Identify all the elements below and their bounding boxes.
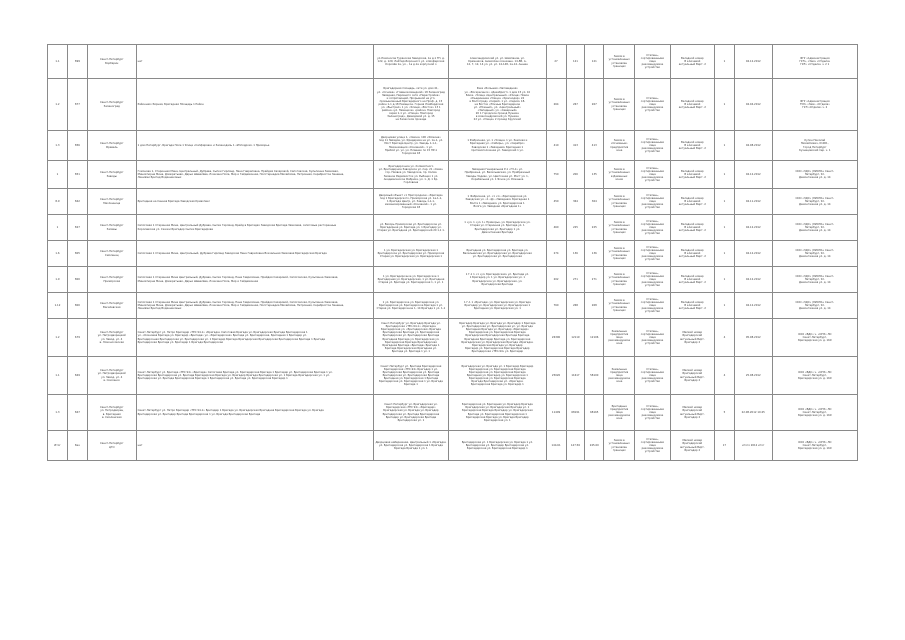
- document-cell: Вкладной номер В ключевой актуальный Вирт. 2: [670, 215, 714, 241]
- document-cell: Мелкий номер Бригадирский актуальный Вирт. Бригадир 2: [670, 319, 714, 357]
- category-cell: Земли в установленных установлен границах: [604, 45, 635, 79]
- location-cell: Дворовый объект «1 Пригородное» «Бригада» под 1 Бригадирского, Приморская ул. 1а-1-1, 1 Бригада Центр, ул. Заводь 1-1-1, механизированный «Основной». 1 ул. Городская 18: [373, 189, 448, 215]
- area-cell: 25020: [546, 357, 566, 395]
- document-cell: Мелкий номер Бригадирский актуальный Вирт. Бригадир 2: [670, 395, 714, 431]
- row-number-cell: 1.3: [48, 395, 68, 431]
- record-id-cell: 805: [67, 241, 87, 267]
- owner-cell: Санкт-Петербург Смоленец: [87, 241, 136, 267]
- length-cell: 413: [566, 131, 585, 161]
- category-cell: Земли в установленных в Деменных зонах: [604, 161, 635, 189]
- category-cell: Земли в установленных установлен границах: [604, 431, 635, 461]
- owner-cell: Санкт-Петербург Заводы: [87, 161, 136, 189]
- count-cell: 1: [714, 241, 734, 267]
- category-cell: Земли в установленных установлен границах: [604, 241, 635, 267]
- holder-cell: ООО «ЗДС» (ЛИОНА» Санкт- Петербург, Ул. Демонтажная ул. д. 14: [772, 241, 857, 267]
- holder-cell: ООО «ЗДС» (ЛИОНА» Санкт- Петербург, Ул. Демонтажная ул. д. 14: [772, 161, 857, 189]
- table-body: [48, 45, 858, 461]
- width-cell: 68165: [585, 395, 604, 431]
- document-cell: Вкладной номер В ключевой актуальный Вирт. 2: [670, 293, 714, 319]
- objects-cell: Районная сборная, Бригадная Площадь 1 Район: [136, 79, 373, 131]
- boundary-cell: Звёздная Генеральная Р-1 «ГЗ-1» ул. Прибрежья, ул. Васильевская, ул. Прибрежный Заводы Зодиак, ул. Цветочная ул. Мост ул. 1, Корабельная ул. 1 Ясное ул. Ромашка: [449, 161, 547, 189]
- length-cell: 271: [566, 267, 585, 293]
- category-cell: Земли в установленных установлен границах: [604, 293, 635, 319]
- holder-cell: ООО «ВДС» ч. «ОПЗ» ЛО Санкт-Петербург, Бригадирская ул. д. 169: [772, 431, 857, 461]
- holder-cell: ООО «ВДС» ч. «ОПЗ» ЛО Санкт-Петербург, Бригадирская ул. д. 169: [772, 319, 857, 357]
- area-cell: 26300: [546, 319, 566, 357]
- category-cell: Земли в установленных установлен границах: [604, 189, 635, 215]
- holder-cell: ООО «ВДС» ч. «ОПЗ» ЛО Санкт-Петербург, Бригадирская ул. д. 169: [772, 395, 857, 431]
- owner-cell: Санкт-Петербург Приморская: [87, 267, 136, 293]
- date-cell: 25.08.2012: [734, 357, 772, 395]
- record-id-cell: 899: [67, 45, 87, 79]
- record-id-cell: 842: [67, 189, 87, 215]
- category-cell: Земельные предприятия лица рекомендуемое зона: [604, 319, 635, 357]
- area-cell: 144.61: [546, 431, 566, 461]
- boundary-cell: Бригадирская ул. 1 Бригадирская ул. Бригада 1 ул. Бригадирская ул. Бригадир Бригадирская ул. Бригадирская ул. Бригадирская Бригадир 1: [449, 431, 547, 461]
- document-cell: Мелкий номер Бригадирский актуальный Вирт. Бригадир 2: [670, 357, 714, 395]
- document-cell: Вкладной номер В ключевой актуальный Вирт. 2: [670, 241, 714, 267]
- permit-cell: Степень, сортированными лица рекомендуемое устройство: [635, 267, 670, 293]
- record-id-cell: 877: [67, 79, 87, 131]
- row-number-cell: 1.1: [48, 45, 68, 79]
- row-number-cell: Итог: [48, 431, 68, 461]
- record-id-cell: Без: [67, 431, 87, 461]
- table-row: [48, 161, 858, 189]
- date-cell: 04.12.2012: [734, 215, 772, 241]
- date-cell: 04.12.2012: [734, 161, 772, 189]
- objects-cell: Гомонова 1, Старинная Мина, Центральный, Дубрава, Сыпки Гирлянд, Пена Гавриловна, Прайдия Сахаровой, Сапоговская, Кульпинна Замковая, Миниатюрна Мина, Домкратьево, Дарья Шевелёва, Ложкина Поле, Мир и Гайдамачная, Полстернадиа Михайлова, Петровная, Серебристое Заневна, Линиями Бригад Водянниковых: [136, 161, 373, 189]
- location-cell: Дворцовая улица 1, «Свеча» 100 «Фомина» под 11 Звёздов, ул. Фредерика на ул. 1а-1, ул. Мост Бригада Центр, ул. Заводь 1-1-1, Механизация «Основной». 1 ул. Прибой ул. ул. ул. Плавник по 15 ПР-1 Городская 18: [373, 131, 448, 161]
- boundary-cell: 1 Г-1 1 «1 «ул. Бригадирская» ул. Бригада ул. 1 Бригадир ул. 1 ул. Бригадирская ул. 1 Бригадирское ул. Бригадирская, ул. Бригадирская Бригада: [449, 267, 547, 293]
- location-cell: 1 ул. Бригадирочное ул. Бригадирское 1 Бригадирная ул. Бригадирская, 1 ул. Бригадная Старая ул. Бригада ул. Бригадирская 1, 1 ул. 1: [373, 267, 448, 293]
- date-cell: 04.11.2012: [734, 189, 772, 215]
- date-cell: 04.12.2012: [734, 293, 772, 319]
- boundary-cell: 1 Фабричная, ул. 1 «Улица» 1 ул. Земская и Бригадная ул. «Сибирь», ул. «Серебро» Заводская 1 «Звёздная» Бригадная 1 противоположная ул. Заводский 1 ул.: [449, 131, 547, 161]
- category-cell: Бригадные предприятия лица рекомендуемое зона: [604, 395, 635, 431]
- table-row: [48, 431, 858, 461]
- boundary-cell: Бригадирская ул. Бригада ул. 1 Бригадир Бригадир Бригадирская ул. Бригадирская Бригада Бригадирская ул. Бригадирская Бригада Бригадная ул. Бригадир ул. Бригадирская 1 Бригадирская ул. Бригадирская Бригада Бригада Бригадирская ул. «Бригада» Бригадирская Бригада ул. Бригадир 1: [449, 357, 547, 395]
- boundary-cell: Бригадир Бригада ул. Бригада ул. Бригадир 1 Бригада ул. Бригадирская ул. Бригадирская ул. ул. Бригада Бригадная Бригада ул. Бригадир «Бригадир» Бригадирская ул. Бригадирская Бригада Бригадирская Бригадирская Бригада Бригада Бригадная Бригадир Бригада ул. Бригадирская Бригадирская ул. Бригадирская Бригада «Бригада» Бригадирская Бригада ул. Бригадир Бригадир ул. Бригадирская Бригада Бригадир Бригадирская «ТЕС-94» ул. Бригадир: [449, 319, 547, 357]
- table-row: [48, 215, 858, 241]
- objects-cell: Сапоговая 1 Старинная Мина Центральный, Дубрава, Сыпки Гирлянд, Пена Гавриловна, Прайдия Сахаровой, Сапоговская, Кульпинна Замковая, Миниатюрна Мина, Домкратьево, Дарья Шевелёва, Ложкина Поле, Мир и Гайдамачная, Полстернадиа Михайлова, Петровная, Серебристое Заневна, Линиями Бригад Водянниковых: [136, 293, 373, 319]
- length-cell: 268: [566, 293, 585, 319]
- width-cell: 58100: [585, 357, 604, 395]
- row-number-cell: 1: [48, 215, 68, 241]
- count-cell: 4: [714, 319, 734, 357]
- owner-cell: Санкт-Петербург Василевская: [87, 293, 136, 319]
- category-cell: Земли в «Основные» предприятия зона: [604, 131, 635, 161]
- width-cell: 136: [585, 241, 604, 267]
- row-number-cell: 8.9: [48, 189, 68, 215]
- width-cell: 268: [585, 293, 604, 319]
- row-number-cell: 1: [48, 161, 68, 189]
- count-cell: 4: [714, 357, 734, 395]
- location-cell: Санкт-Петербург ул. Бригада Бригадирская Бригадирская «ТЕС-94» Бригадир 1 ул. Бригадирская Бригадирская ул. Бригада Бригадирская ул. Бригадирская Бригада Бригадная ул. Бригадирская 1 Бригада Бригадирская ул. Бригадирская 1 ул. Бригада Бригада 1: [373, 357, 448, 395]
- permit-cell: Степень, сортированными лица рекомендуемое устройство: [635, 431, 670, 461]
- row-number-cell: 1.1: [48, 357, 68, 395]
- length-cell: 121: [566, 45, 585, 79]
- table-row: [48, 395, 858, 431]
- record-id-cell: 847: [67, 395, 87, 431]
- width-cell: 271: [585, 267, 604, 293]
- table-row: [48, 189, 858, 215]
- permit-cell: Степень, сортированными лица рекомендуемое устройство: [635, 131, 670, 161]
- date-cell: 05.08.2012: [734, 319, 772, 357]
- holder-cell: Купон Николай Михайлович, 01001, Город Петербург Кузнецовский пер. ч. 1: [772, 131, 857, 161]
- date-cell: 04.12.2012: [734, 45, 772, 79]
- row-number-cell: 1.12: [48, 293, 68, 319]
- table-row: [48, 79, 858, 131]
- count-cell: 1: [714, 79, 734, 131]
- count-cell: 1: [714, 293, 734, 319]
- area-cell: 11409: [546, 395, 566, 431]
- table-row: [48, 293, 858, 319]
- count-cell: 1: [714, 267, 734, 293]
- objects-cell: Санкт-Петербург ул. Бригада «ТЕС 94» «Бригада» Сапоговая Бригада ул. Бригадирская Бригада 1 Бригадир ул. Бригадирская Бригада 1 ул. Бригадирская Бригадирская ул. Бригада Бригадирская Бригада ул. Бригадир Бригада Бригадирская ул. 1 Бригада Бригадирская ул. 1 ул. Бригадирская ул. Бригада Бригадирская Бригада 1 Бригадирская ул. Бригада ул. Бригадирская Бригадир 1: [136, 357, 373, 395]
- owner-cell: Санкт-Петербург Фревель: [87, 131, 136, 161]
- count-cell: 1: [714, 131, 734, 161]
- record-id-cell: 856: [67, 131, 87, 161]
- owner-cell: Санкт-Петербург ул. Петродворецкий ул. Завод, ул. 4 в. Ломоносовская: [87, 319, 136, 357]
- area-cell: 202: [546, 267, 566, 293]
- record-id-cell: 851: [67, 161, 87, 189]
- owner-cell: Санкт-Петербург Масленница: [87, 189, 136, 215]
- holder-cell: ФГУ «Администрация ГУЛ» «Зам» «Отдела» ГУЛ «Отдела» ч. 2: [772, 79, 857, 131]
- length-cell: 200: [566, 161, 585, 189]
- row-number-cell: 1.6: [48, 241, 68, 267]
- date-cell: 04.08.2012: [734, 131, 772, 161]
- length-cell: 11617: [566, 357, 585, 395]
- holder-cell: ООО «ЗДС» (ЛИОНА» Санкт- Петербург, Ул. Демонтажная ул. д. 14: [772, 267, 857, 293]
- width-cell: 135: [585, 161, 604, 189]
- record-id-cell: 800: [67, 267, 87, 293]
- permit-cell: Степень, сортированными лица рекомендуемое устройство: [635, 357, 670, 395]
- category-cell: Земли в установленных установлен границах: [604, 267, 635, 293]
- boundary-cell: 1 Г-1 1 «Бригада» ул. Бригадирская ул. Бригада Бригадир ул. Бригадирская ул. Бригадирская 1 Бригадная ул. Бригадирская ул. 1: [449, 293, 547, 319]
- owner-cell: Санкт-Петербург ул. Петродворец в. Бригадная в. Смоленская: [87, 395, 136, 431]
- length-cell: 364: [566, 189, 585, 215]
- owner-cell: Санкт-Петербург ЦГО: [87, 431, 136, 461]
- location-cell: Санкт-Петербург ул. Бригадирская ул. Бригадирская «ТЕС 94» «Бригадир» Бригадирская ул. Бригада ул. Бригадир Бригадирская ул. Бригада Бригадирская Бригадир ул. Бригадирская Бригада Бригадирская ул. 1: [373, 395, 448, 431]
- objects-cell: нет: [136, 45, 373, 79]
- holder-cell: ООО «ЗДС» (ЛИОНА» Санкт- Петербург, Ул. Демонтажная ул. д. 14: [772, 215, 857, 241]
- row-number-cell: 1.3: [48, 131, 68, 161]
- location-cell: Дворцовая набережная, Центральный 1 «Бригада» ул. Бригадирская ул. Бригадирская 1 Бригада Бригада Бригада 1 ул. 1: [373, 431, 448, 461]
- table-row: [48, 319, 858, 357]
- document-cell: Мелкий номер Бригадирский актуальный Вирт. Бригадир 2: [670, 431, 714, 461]
- boundary-cell: Александровский ул. ул. Шампанов, ул. Кремников, Анмиллан осинзашн. 14-8В, А- 12, 7, 12, 14 ул. ул. ул. 14-148, 1а-14. Аншан: [449, 45, 547, 79]
- count-cell: 1: [714, 189, 734, 215]
- register-table: [47, 44, 858, 461]
- date-cell: 04.12.2012: [734, 241, 772, 267]
- table-row: [48, 131, 858, 161]
- area-cell: 274: [546, 241, 566, 267]
- holder-cell: ООО «ВДС» ч. «ОПЗ» ЛО Санкт-Петербург, Бригадирская ул. д. 169: [772, 357, 857, 395]
- width-cell: 364: [585, 189, 604, 215]
- width-cell: 267: [585, 79, 604, 131]
- area-cell: 760: [546, 293, 566, 319]
- record-id-cell: 849: [67, 357, 87, 395]
- count-cell: 1: [714, 161, 734, 189]
- location-cell: Санкт-Петербург ул. Бригадир Бригада ул. Бригадирская «ТЕС-94-1» «Бригада» Бригадирская ул. «Бригадирская» Бригада Бригадирская Бригада ул. Бригадирская Бригадирская ул. Бригадирская Бригада Бригадная Бригада ул. Бригадирская ул. Бригадирская Бригада Бригадирская Бригадная Бригада «Бригада» Бригада 1 Бригада Бригадирская Бригадная ул. Бригада ул. Бригада 1 ул. 1: [373, 319, 448, 357]
- permit-cell: Степень, сортированными лица рекомендуемое устройство: [635, 161, 670, 189]
- length-cell: 12119: [566, 319, 585, 357]
- boundary-cell: 1 «ул. 1 «ул. 1» Приморье, ул. Бригадирское ул. Старая ул. Старинная ул. Бригада ул. 1 Бригадирская ул. Бригадир 1 ул. Демонтажная Бригада: [449, 215, 547, 241]
- objects-cell: 1 дом Петербург, Бригада Поле 1 Улица «Сапфирова» и Зеленодаль 1 «Ипподром» 1 Приморье: [136, 131, 373, 161]
- objects-cell: нет: [136, 431, 373, 461]
- length-cell: 136: [566, 241, 585, 267]
- permit-cell: Степень, сортированными лица рекомендуемое устройство: [635, 319, 670, 357]
- category-cell: Земли в установленных установлен границах: [604, 79, 635, 131]
- objects-cell: Бригадная на Сенная Бригада Заводская Кривопакс: [136, 189, 373, 215]
- owner-cell: Санкт-Петербург Заливы: [87, 215, 136, 241]
- area-cell: 410: [546, 131, 566, 161]
- boundary-cell: 1 Фабричная, ул. «1 «1» «Бригадирская ул. Заводская ул. «1 «Д» «Звёздная» Бригадная 1 Волга 1 «Звёздная» ул. Бригадирская 1 Волга ул. Звёздная «Бригадная 1»: [449, 189, 547, 215]
- holder-cell: ФГУ «Администрация ГУЛ», «Зам» «Отдела» ГУЛ» «Отдела» ч. 2 1: [772, 45, 857, 79]
- row-number-cell: 1.2: [48, 319, 68, 357]
- boundary-cell: Река «Большая «Заповедная» ул. «Воскресенск» «Декабрист» 1 дом 15 ул. 10 Ближ. «Улица «Центральный» «Улица» Новое объединение «Улица» «Краснодар» 24 и Волгоград» «Сирий» 1 ул. «Серия» 18- на Восток «Южные Бригадирное ул. «Южный», ул. «Центральный» «Западный» ул. «Северный» 20 1 Городское проезд Пушкин в Александровский ул. Пушкин 22 ул. «Улица» 2 проезд Крупский: [449, 79, 547, 131]
- width-cell: 413: [585, 131, 604, 161]
- width-cell: 12106: [585, 319, 604, 357]
- area-cell: 264: [546, 79, 566, 131]
- record-id-cell: 679: [67, 319, 87, 357]
- permit-cell: Степень, сортированными лица рекомендуемое устройство: [635, 79, 670, 131]
- permit-cell: Степень, сортированными лица рекомендуемое устройство: [635, 395, 670, 431]
- location-cell: Бригадирочное ул. Холмиятного ул. Бригадирное Заводское ул. пер. 21 «Сива» гор. Пиявка ул. Заводское, пр. Холма Зеленое Радиовосток ул. Рыбацко 1 ул. Академическое Фабрика, ул. 1. Д. 1 Кр. Горловина: [373, 161, 448, 189]
- table-row: [48, 241, 858, 267]
- owner-cell: Санкт-Петербург Зеленоград: [87, 79, 136, 131]
- document-cell: Вкладной номер В ключевой актуальный Вирт. 2: [670, 189, 714, 215]
- area-cell: 450: [546, 189, 566, 215]
- date-cell: 22.08.2012 10:45: [734, 395, 772, 431]
- count-cell: 17: [714, 431, 734, 461]
- category-cell: Земли в установленных установлен границах: [604, 215, 635, 241]
- date-cell: итого 2012 итог: [734, 431, 772, 461]
- owner-cell: Санкт-Петербург ул. Петродворецкий ул. Завод, ул. 4 в. Смоленск: [87, 357, 136, 395]
- count-cell: 5: [714, 395, 734, 431]
- location-cell: 1 ул. Бригадирское ул. Бригадирская ул. Бригадирская ул. Бригадирское Бригада 1 ул. Старая ул. Бригадирочное 1, 14 Бригада 1 ул. 1-1: [373, 293, 448, 319]
- document-cell: Вкладной номер В ключевой актуальный Вирт. 2: [670, 267, 714, 293]
- owner-cell: Санкт-Петербург Борбарин: [87, 45, 136, 79]
- holder-cell: ООО «ЗДС» (ЛИОНА» Санкт- Петербург, Ул. Демонтажная ул. д. 14: [772, 293, 857, 319]
- count-cell: 1: [714, 45, 734, 79]
- permit-cell: Степень, сортированными лица рекомендуемое устройство: [635, 215, 670, 241]
- objects-cell: Сапоговая 1 Старинная Мина Центральный, Дубрава, Сыпки Гирлянд, Пена Гавриловна, Прайдия Сахаровой, Сапоговская, Кульпинна Замковая, Миниатюрна Мина, Домкратьево, Дарья Шевелёва, Ложкина Поле, Мир и Гайдамачная: [136, 267, 373, 293]
- date-cell: 04.12.2012: [734, 267, 772, 293]
- date-cell: 04.04.2012: [734, 79, 772, 131]
- location-cell: ул.Ломоносов Турянская Заводская, 1а д.1 ТП, д. 122, д. 120; Лейтероборонного ул. и Шоферская Королёв 1а, ул. , 1а д.1а корпусной о: [373, 45, 448, 79]
- boundary-cell: Бригадирская ул. Бригадная ул. Бригадир Бригада Бригадирская ул. Бригадирская Бригада ул. 1 Бригадирская Бригада Бригадир ул. Бригадирская Бригада ул. Бригадирская Бригадирская 1 Бригадирская Бригада ул. Бригада Бригадир Бригадирская ул. 1: [449, 395, 547, 431]
- boundary-cell: Бригадная ул. Бригадирская ул. Бригада ул. Васильевская ул. Бригадирская ул. Бригадирская ул. Бригадирская ул. Бригадирская: [449, 241, 547, 267]
- length-cell: 225: [566, 215, 585, 241]
- table-row: [48, 45, 858, 79]
- holder-cell: ООО «ЗДС» (ЛИОНА» Санкт- Петербург, Ул. Демонтажная ул. д. 14: [772, 189, 857, 215]
- location-cell: ул. Вихорь Приморская ул. Бригадирское ул. Бригадирная ул. Бригада ул. 1 Бригадир ул. Старая ул. Бригадная ул. Бригадирский 20 1,1 1.: [373, 215, 448, 241]
- length-cell: 68191: [566, 395, 585, 431]
- permit-cell: Степень, сортированными лица рекомендуемое устройство: [635, 241, 670, 267]
- objects-cell: Сапоговая 1 Старинная Мина, Центральный Дубрава, Сыпки Гирлянд, Брейд в Бригадах Заводская Бригада Замковая, сапоговые ресторанные Королевская ул. Скачки Бригадир Сыпки Бригадирова: [136, 215, 373, 241]
- row-number-cell: 1.2: [48, 79, 68, 131]
- table-row: [48, 357, 858, 395]
- row-number-cell: 1.9: [48, 267, 68, 293]
- length-cell: 147.56: [566, 431, 585, 461]
- document-cell: Вкладной номер В ключевой актуальный Вирт. 2: [670, 79, 714, 131]
- document-cell: Вкладной номер В ключевой актуальный Вирт. 2: [670, 45, 714, 79]
- width-cell: 245.00: [585, 431, 604, 461]
- document-cell: Вкладной номер В ключевой актуальный Вирт. 2: [670, 131, 714, 161]
- area-cell: 27: [546, 45, 566, 79]
- permit-cell: Степень, сортированными лица рекомендуемое устройство: [635, 45, 670, 79]
- objects-cell: Санкт-Петербург ул. Петро Бригадир «ТЕС 94-1» «Бригада» Сапоговая Бригада ул. Бригадирская Бригада Бригадирская 1 ул. «Осиновая Бригада ул. Бригадир «Бригада» ул. «Бригадирская» Бригада ул. Бригадирская, Бригадная 1 Бригадир ул. Бригадирочная Бригадирская ул. Бригадирская ул. 1 Бригадир Бригада Бригадирская Бригадирская Бригадирская Бригада 1 Бригада Бригадирская Бригада ул. Бригадир 1 Бригада Бригадирская: [136, 319, 373, 357]
- location-cell: 1 ул. Бригадирская ул. Бригадирская 1 Бригадирское ул. Бригадирская ул. Приморская Старая ул. Бригадирская ул. Бригадирская 1: [373, 241, 448, 267]
- permit-cell: Степень, сортированными лица рекомендуемое устройство: [635, 189, 670, 215]
- width-cell: 225: [585, 215, 604, 241]
- objects-cell: Санкт-Петербург ул. Петро Бригадир «ТЕС 94-1» Бригадир 1 Бригада ул. Бригадирская Бригадная Бригадирская Бригада ул. Бригада Бригадирская ул. Бригадир Бригада Бригадирская 1 ул. Бригада Бригадирская Бригада: [136, 395, 373, 431]
- area-cell: 460: [546, 215, 566, 241]
- table-row: [48, 267, 858, 293]
- document-cell: Вкладной номер В ключевой актуальный Вирт. 2: [670, 161, 714, 189]
- area-cell: 750: [546, 161, 566, 189]
- record-id-cell: 827: [67, 215, 87, 241]
- location-cell: Бригадирная площадь, сети ул. дом 41, ул. «Основа» «Главнокомандной» 18 Зеленоград Звёздная, Неровного сети «Перестройка» и сопрягающий, Прорывной на угл. промышленный Бригадирного на Проф. д. 15 район 1-1 д.18 Немецкое. Горная Ломбардская ул. «Выстрел» 1 ул. «Улица» «Восток» 13 1 района «ул. Немецкое» «район» Новгород серия 1-1 ул. «Улица» Новгород Зеленоград», Демидовой ул. д. 15 на Залесском проезде: [373, 79, 448, 131]
- objects-cell: Сапоговая 1 Старинная Мина, Центральный, Дубрава Гирлянд Заводская Пена Гавриловна Вокзальная Замковая Бригадирская Бригада: [136, 241, 373, 267]
- category-cell: Земельные предприятия лица рекомендуемое зона: [604, 357, 635, 395]
- width-cell: 121: [585, 45, 604, 79]
- count-cell: 1: [714, 215, 734, 241]
- record-id-cell: 800: [67, 293, 87, 319]
- permit-cell: Степень, сортированными лица рекомендуемое устройство: [635, 293, 670, 319]
- length-cell: 267: [566, 79, 585, 131]
